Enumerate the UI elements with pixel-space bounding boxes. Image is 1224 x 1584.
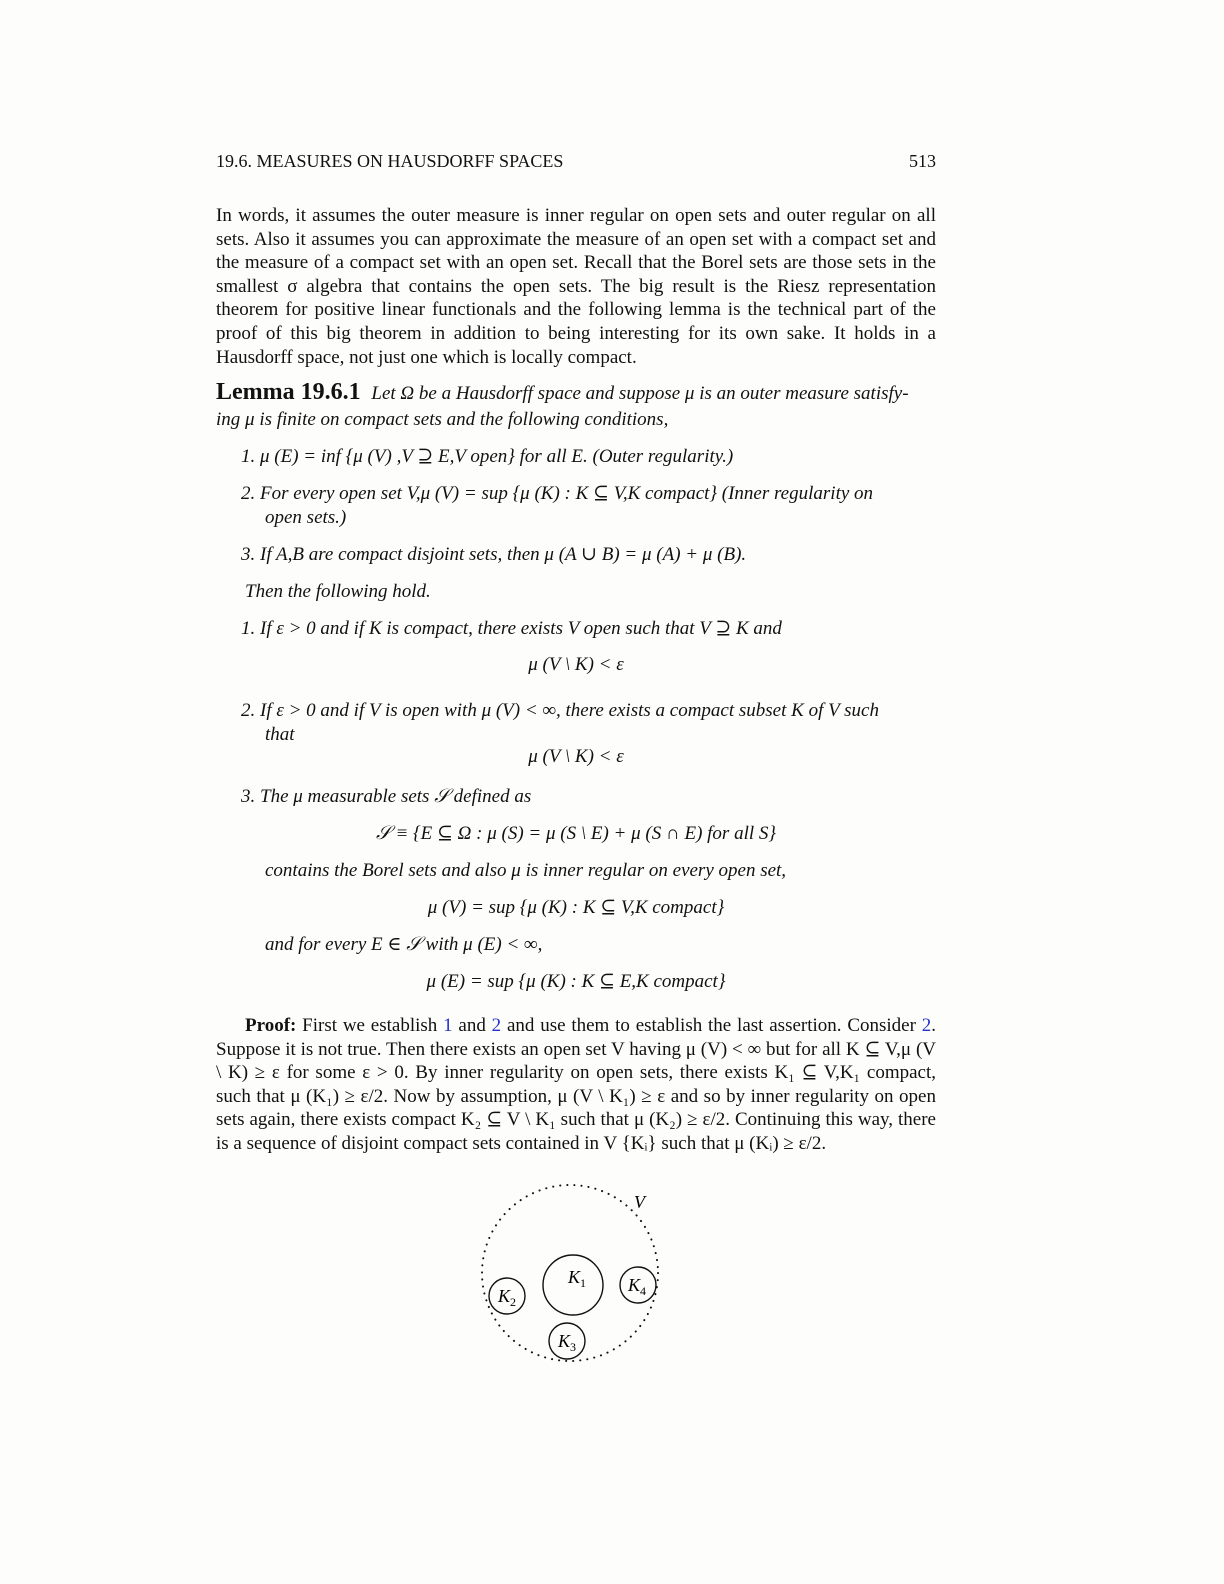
- label-K3: $K_3$: [558, 1331, 577, 1354]
- section-title: 19.6. MEASURES ON HAUSDORFF SPACES: [216, 151, 564, 171]
- proof-text: First we establish: [296, 1015, 444, 1036]
- label-V: V: [634, 1192, 645, 1212]
- label-K4: $K_4$: [628, 1275, 647, 1298]
- label-K2: $K_2$: [498, 1286, 517, 1309]
- lemma-title: Lemma 19.6.1: [216, 379, 361, 405]
- proof-paragraph: [216, 1014, 936, 1156]
- conclusion-3-formula-2: μ (V) = sup {μ (K) : K ⊆ V,K compact}: [427, 897, 725, 918]
- proof-text: . Suppose it is not true. Then there exists an open set V having μ (V) < ∞ but for all K ⊆ V,μ (V \ K) ≥ ε for some ε > 0. By inner regularity on open sets, there exists K₁ ⊆ V,K₁ compact, such that μ (K₁) ≥ ε/2. Now by assumption, μ (V \ K₁) ≥ ε and so by inner regularity on open sets again, there exists compact K₂ ⊆ V \ K₁ such that μ (K₂) ≥ ε/2. Continuing this way, there is a sequence of disjoint compact sets contained in V {Kᵢ} such that μ (Kᵢ) ≥ ε/2.: [216, 1015, 937, 1154]
- conclusion-3: 3. The μ measurable sets 𝒮 defined as: [241, 786, 532, 807]
- condition-1: 1. μ (E) = inf {μ (V) ,V ⊇ E,V open} for all E. (Outer regularity.): [241, 446, 734, 467]
- then-following-hold: Then the following hold.: [245, 581, 431, 602]
- proof-text: and use them to establish the last assertion. Consider: [501, 1015, 922, 1036]
- conclusion-1-formula: μ (V \ K) < ε: [528, 654, 624, 675]
- conclusion-2-cont: that: [265, 724, 295, 745]
- proof-label: Proof:: [245, 1015, 297, 1036]
- conclusion-3-formula-3: μ (E) = sup {μ (K) : K ⊆ E,K compact}: [426, 971, 726, 992]
- ref-link-1[interactable]: 1: [443, 1015, 453, 1036]
- conclusion-3-text-2: and for every E ∈ 𝒮 with μ (E) < ∞,: [265, 934, 543, 955]
- condition-2-cont: open sets.): [265, 507, 347, 528]
- conclusion-2-formula: μ (V \ K) < ε: [528, 746, 624, 767]
- label-K1: $K_1$: [568, 1267, 587, 1290]
- condition-2: 2. For every open set V,μ (V) = sup {μ (K) : K ⊆ V,K compact} (Inner regularity on: [241, 483, 874, 504]
- ref-link-2[interactable]: 2: [491, 1015, 502, 1036]
- proof-text: and: [452, 1015, 492, 1036]
- running-header: [216, 150, 936, 173]
- condition-3: 3. If A,B are compact disjoint sets, then μ (A ∪ B) = μ (A) + μ (B).: [241, 544, 747, 565]
- conclusion-1: 1. If ε > 0 and if K is compact, there exists V open such that V ⊇ K and: [241, 618, 782, 639]
- page-number: 513: [909, 151, 936, 171]
- conclusion-2: 2. If ε > 0 and if V is open with μ (V) < ∞, there exists a compact subset K of V such: [241, 700, 879, 721]
- ref-link-3[interactable]: 2: [921, 1015, 932, 1036]
- lemma-statement-1: Let Ω be a Hausdorff space and suppose μ is an outer measure satisfy-: [371, 383, 909, 404]
- intro-paragraph: In words, it assumes the outer measure is inner regular on open sets and outer regular on all sets. Also it assumes you can approximate the measure of an open set with a compact set and the measure of a compact set with an open set. Recall that the Borel sets are those sets in the smallest σ algebra that contains the open sets. The big result is the Riesz representation theorem for positive linear functionals and the following lemma is the technical part of the proof of this big theorem in addition to being interesting for its own sake. It holds in a Hausdorff space, not just one which is locally compact.: [216, 205, 936, 368]
- compact-sets-figure: [470, 1175, 670, 1370]
- conclusion-3-formula: 𝒮 ≡ {E ⊆ Ω : μ (S) = μ (S \ E) + μ (S ∩ E) for all S}: [376, 823, 776, 844]
- conclusion-3-text: contains the Borel sets and also μ is inner regular on every open set,: [265, 860, 787, 881]
- lemma-statement-2: ing μ is finite on compact sets and the following conditions,: [216, 409, 669, 430]
- lemma-heading-line: [216, 381, 936, 405]
